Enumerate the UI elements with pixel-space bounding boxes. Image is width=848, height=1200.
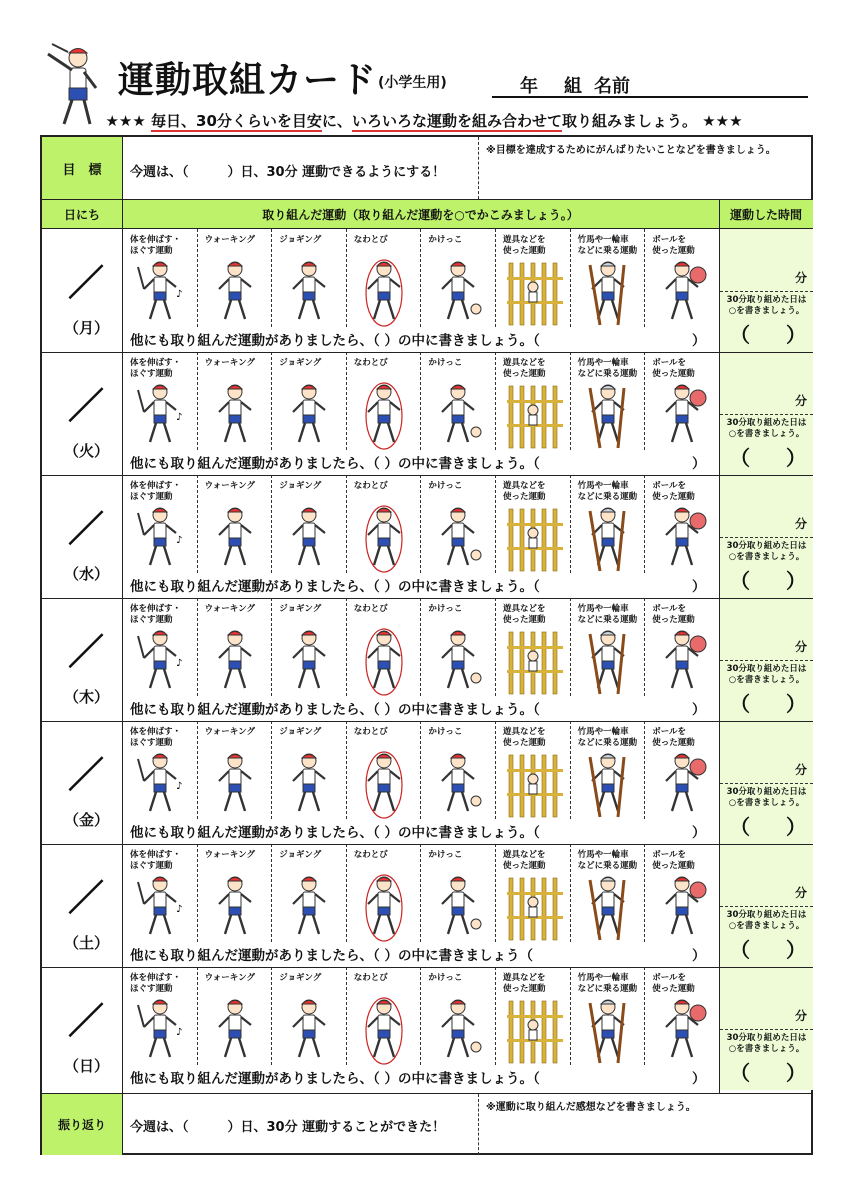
activity-label: ウォーキング [204,604,255,614]
achieved-30min-note: 30分取り組めた日は ○を書きましょう。 [726,295,807,316]
date-slash[interactable]: ／ [68,509,105,550]
stilts-figure [578,626,638,696]
running-figure [428,380,488,450]
activity-label: なわとび [353,727,388,737]
activity-label: ジョギング [279,481,322,491]
activity-option[interactable] [346,475,421,575]
activity-option[interactable] [570,598,645,698]
ball-figure [652,503,712,573]
other-activity-close: ） [692,1071,706,1087]
activity-option[interactable] [644,844,719,944]
class-label: 組 [564,76,582,97]
playground-figure [503,626,563,696]
goal-text: 今週は、（ ）日、30分 運動できるようにする！ [130,165,446,180]
activity-option[interactable] [197,352,272,452]
activity-label: ジョギング [279,604,322,614]
activity-label: ウォーキング [204,850,255,860]
activity-label: ボールを 使った運動 [652,481,695,502]
activity-label: ボールを 使った運動 [652,727,695,748]
activity-label: ボールを 使った運動 [652,850,695,871]
activity-option[interactable] [346,721,421,821]
paren-open: （ [730,446,750,470]
paren-open: （ [730,323,750,347]
jumprope-figure [354,626,414,696]
activity-option[interactable] [570,721,645,821]
stretch-figure [130,872,190,942]
instruction-end: 取り組みましょう。 [561,112,697,130]
activity-label: 遊具などを 使った運動 [503,481,546,502]
activity-option[interactable] [271,967,346,1067]
activity-label: かけっこ [428,235,463,245]
minutes-field[interactable] [720,229,813,291]
minute-unit: 分 [794,517,807,531]
achieved-30min-field[interactable] [720,291,813,352]
activity-label: 竹馬や一輪車 などに乗る運動 [577,358,638,379]
ball-figure [652,257,712,327]
activity-label: 遊具などを 使った運動 [503,235,546,256]
activity-option[interactable] [197,721,272,821]
activity-option[interactable] [495,352,570,452]
ball-figure [652,749,712,819]
activity-label: 体を伸ばす・ ほぐす運動 [130,235,182,256]
title-subtitle: (小学生用) [378,75,447,91]
day-of-week: （木） [64,688,110,706]
activity-label: ジョギング [279,235,322,245]
ball-figure [652,995,712,1065]
activity-label: 遊具などを 使った運動 [503,727,546,748]
activity-option[interactable] [570,844,645,944]
svg-text:♪: ♪ [176,658,183,669]
activity-option[interactable] [644,352,719,452]
activity-option[interactable] [495,598,570,698]
achieved-30min-field[interactable] [720,537,813,598]
activity-option[interactable] [420,475,495,575]
activity-option[interactable] [122,844,197,944]
activity-option[interactable] [197,475,272,575]
jumprope-figure [354,995,414,1065]
achieved-30min-note: 30分取り組めた日は ○を書きましょう。 [726,910,807,931]
activity-option[interactable] [122,352,197,452]
instruction-line [0,110,848,131]
running-figure [428,872,488,942]
activity-option[interactable] [197,967,272,1067]
activity-option[interactable] [197,844,272,944]
activity-label: ボールを 使った運動 [652,604,695,625]
walking-figure [205,995,265,1065]
activity-option[interactable] [197,229,272,329]
other-activity-prompt[interactable]: 他にも取り組んだ運動がありましたら、（ ）の中に書きましょう。（ [130,333,540,349]
activity-label: ウォーキング [204,481,255,491]
day-of-week: （水） [64,565,110,583]
activity-option[interactable] [644,721,719,821]
date-column-header: 日にち [42,200,122,228]
activity-option[interactable] [420,229,495,329]
reflection-text: 今週は、（ ）日、30分 運動することができた！ [130,1120,446,1135]
activity-option[interactable] [271,229,346,329]
stilts-figure [578,380,638,450]
day-of-week: （金） [64,811,110,829]
date-slash[interactable]: ／ [68,755,105,796]
other-activity-prompt[interactable]: 他にも取り組んだ運動がありましたら、（ ）の中に書きましょう。（ [130,579,540,595]
activity-label: 体を伸ばす・ ほぐす運動 [130,973,182,994]
other-activity-prompt[interactable]: 他にも取り組んだ運動がありましたら、（ ）の中に書きましょう（ [130,948,533,964]
activity-label: 遊具などを 使った運動 [503,358,546,379]
stilts-figure [578,995,638,1065]
svg-text:♪: ♪ [176,904,183,915]
walking-figure [205,749,265,819]
date-slash[interactable]: ／ [68,1001,105,1042]
activity-option[interactable] [495,844,570,944]
activity-label: かけっこ [428,481,463,491]
activity-option[interactable] [644,967,719,1067]
ball-figure [652,872,712,942]
paren-open: （ [730,815,750,839]
svg-text:♪: ♪ [176,535,183,546]
jogging-figure [279,626,339,696]
activity-label: 竹馬や一輪車 などに乗る運動 [577,973,638,994]
svg-text:♪: ♪ [176,289,183,300]
other-activity-prompt[interactable]: 他にも取り組んだ運動がありましたら、（ ）の中に書きましょう。（ [130,702,540,718]
activity-card-table [40,135,813,1155]
activity-label: なわとび [353,358,388,368]
activity-option[interactable] [197,598,272,698]
minutes-field[interactable] [720,352,813,414]
stilts-figure [578,872,638,942]
other-activity-close: ） [692,333,706,349]
activity-label: ボールを 使った運動 [652,973,695,994]
minutes-field[interactable] [720,598,813,660]
day-of-week: （月） [64,319,110,337]
minutes-field[interactable] [720,844,813,906]
activity-label: かけっこ [428,727,463,737]
activity-label: 竹馬や一輪車 などに乗る運動 [577,727,638,748]
paren-close: ） [786,938,806,962]
grade-label: 年 [520,76,538,97]
name-label: 名前 [594,76,630,97]
minute-unit: 分 [794,640,807,654]
walking-figure [205,380,265,450]
paren-close: ） [786,1061,806,1085]
activity-label: ジョギング [279,358,322,368]
minutes-field[interactable] [720,967,813,1029]
other-activity-prompt[interactable]: 他にも取り組んだ運動がありましたら、（ ）の中に書きましょう。（ [130,456,540,472]
day-of-week: （日） [64,1057,110,1075]
activity-option[interactable] [570,229,645,329]
achieved-30min-note: 30分取り組めた日は ○を書きましょう。 [726,1033,807,1054]
activity-option[interactable] [346,229,421,329]
svg-text:♪: ♪ [176,1027,183,1038]
reflection-label: 振り返り [42,1094,122,1155]
activity-option[interactable] [122,967,197,1067]
running-figure [428,626,488,696]
other-activity-prompt[interactable]: 他にも取り組んだ運動がありましたら、（ ）の中に書きましょう。（ [130,1071,540,1087]
jogging-figure [279,995,339,1065]
activity-option[interactable] [495,721,570,821]
activity-option[interactable] [346,844,421,944]
stars-left: ★★★ [105,112,146,130]
activity-option[interactable] [420,967,495,1067]
activity-option[interactable] [420,598,495,698]
activity-label: 竹馬や一輪車 などに乗る運動 [577,481,638,502]
activity-option[interactable] [271,598,346,698]
jumprope-figure [354,257,414,327]
activity-label: かけっこ [428,973,463,983]
playground-figure [503,872,563,942]
day-of-week: （火） [64,442,110,460]
activity-option[interactable] [346,352,421,452]
paren-open: （ [730,938,750,962]
walking-figure [205,872,265,942]
activity-option[interactable] [570,475,645,575]
instruction-underlined-2: いろいろな運動を組み合わせて [351,112,562,130]
playground-figure [503,995,563,1065]
paren-open: （ [730,1061,750,1085]
goal-label: 目 標 [42,137,122,199]
goal-note-cell[interactable] [478,137,813,199]
activity-label: 遊具などを 使った運動 [503,604,546,625]
walking-figure [205,503,265,573]
stretch-figure [130,503,190,573]
page-title: 運動取組カード [118,60,378,101]
minute-unit: 分 [794,1009,807,1023]
stilts-figure [578,749,638,819]
activity-label: ジョギング [279,850,322,860]
ball-figure [652,380,712,450]
day-of-week: （土） [64,934,110,952]
svg-text:♪: ♪ [176,781,183,792]
minutes-field[interactable] [720,721,813,783]
stilts-figure [578,503,638,573]
playground-figure [503,380,563,450]
activity-label: 竹馬や一輪車 などに乗る運動 [577,235,638,256]
achieved-30min-field[interactable] [720,906,813,967]
activity-option[interactable] [122,475,197,575]
activity-label: 竹馬や一輪車 などに乗る運動 [577,604,638,625]
paren-close: ） [786,569,806,593]
stretch-figure [130,749,190,819]
activity-option[interactable] [271,721,346,821]
activity-option[interactable] [644,229,719,329]
achieved-30min-field[interactable] [720,783,813,844]
other-activity-prompt[interactable]: 他にも取り組んだ運動がありましたら、（ ）の中に書きましょう。（ [130,825,540,841]
activity-label: 遊具などを 使った運動 [503,973,546,994]
time-column-header: 運動した時間 [719,200,813,228]
activity-label: なわとび [353,604,388,614]
jogging-figure [279,380,339,450]
activity-option[interactable] [495,475,570,575]
achieved-30min-field[interactable] [720,414,813,475]
goal-note: ※目標を達成するためにがんばりたいことなどを書きましょう。 [486,145,776,156]
jogging-figure [279,749,339,819]
activity-option[interactable] [420,352,495,452]
minute-unit: 分 [794,886,807,900]
achieved-30min-field[interactable] [720,660,813,721]
stretch-figure [130,626,190,696]
activity-option[interactable] [346,598,421,698]
date-slash[interactable]: ／ [68,632,105,673]
activity-label: なわとび [353,850,388,860]
jumprope-figure [354,872,414,942]
running-figure [428,749,488,819]
activity-label: なわとび [353,235,388,245]
other-activity-close: ） [692,579,706,595]
activity-option[interactable] [346,967,421,1067]
achieved-30min-note: 30分取り組めた日は ○を書きましょう。 [726,787,807,808]
running-figure [428,257,488,327]
walking-figure [205,626,265,696]
other-activity-close: ） [692,702,706,718]
paren-close: ） [786,323,806,347]
date-slash[interactable]: ／ [68,263,105,304]
other-activity-close: ） [692,456,706,472]
activity-label: 体を伸ばす・ ほぐす運動 [130,850,182,871]
activity-option[interactable] [495,967,570,1067]
activity-label: ジョギング [279,727,322,737]
stretch-figure [130,257,190,327]
activity-option[interactable] [570,352,645,452]
paren-open: （ [730,692,750,716]
minute-unit: 分 [794,394,807,408]
achieved-30min-note: 30分取り組めた日は ○を書きましょう。 [726,664,807,685]
activity-option[interactable] [122,598,197,698]
playground-figure [503,749,563,819]
activity-label: なわとび [353,973,388,983]
activity-label: ウォーキング [204,973,255,983]
activity-label: かけっこ [428,604,463,614]
jumprope-figure [354,749,414,819]
reflection-note-cell[interactable] [478,1094,813,1155]
activity-option[interactable] [644,475,719,575]
activity-label: ウォーキング [204,358,255,368]
jogging-figure [279,503,339,573]
name-field[interactable] [492,70,808,98]
stretch-figure [130,380,190,450]
activity-label: なわとび [353,481,388,491]
paren-close: ） [786,815,806,839]
minute-unit: 分 [794,763,807,777]
paren-open: （ [730,569,750,593]
activity-option[interactable] [271,475,346,575]
jogging-figure [279,257,339,327]
minutes-field[interactable] [720,475,813,537]
instruction-mid: に、 [321,112,352,130]
activity-option[interactable] [271,844,346,944]
activity-label: ボールを 使った運動 [652,235,695,256]
activity-label: ウォーキング [204,235,255,245]
date-slash[interactable]: ／ [68,386,105,427]
activity-option[interactable] [420,844,495,944]
other-activity-close: ） [692,948,706,964]
activity-label: 体を伸ばす・ ほぐす運動 [130,727,182,748]
activity-label: 遊具などを 使った運動 [503,850,546,871]
activity-option[interactable] [122,229,197,329]
achieved-30min-field[interactable] [720,1029,813,1090]
activity-option[interactable] [122,721,197,821]
playground-figure [503,257,563,327]
activity-option[interactable] [271,352,346,452]
activity-label: かけっこ [428,850,463,860]
reflection-note: ※運動に取り組んだ感想などを書きましょう。 [486,1102,696,1113]
svg-text:♪: ♪ [176,412,183,423]
stilts-figure [578,257,638,327]
jumprope-figure [354,380,414,450]
jogging-figure [279,872,339,942]
activity-option[interactable] [570,967,645,1067]
ball-figure [652,626,712,696]
activity-option[interactable] [644,598,719,698]
running-figure [428,503,488,573]
paren-close: ） [786,446,806,470]
achieved-30min-note: 30分取り組めた日は ○を書きましょう。 [726,418,807,439]
activity-option[interactable] [495,229,570,329]
achieved-30min-note: 30分取り組めた日は ○を書きましょう。 [726,541,807,562]
walking-figure [205,257,265,327]
activity-label: 竹馬や一輪車 などに乗る運動 [577,850,638,871]
running-figure [428,995,488,1065]
activity-label: 体を伸ばす・ ほぐす運動 [130,358,182,379]
goal-text-cell[interactable] [122,137,478,199]
activity-label: かけっこ [428,358,463,368]
jumprope-figure [354,503,414,573]
date-slash[interactable]: ／ [68,878,105,919]
instruction-underlined-1: 毎日、30分くらいを目安 [151,112,322,130]
activities-column-header: 取り組んだ運動（取り組んだ運動を○でかこみましょう。） [122,200,719,228]
activity-label: 体を伸ばす・ ほぐす運動 [130,481,182,502]
activity-option[interactable] [420,721,495,821]
activity-label: ジョギング [279,973,322,983]
activity-label: 体を伸ばす・ ほぐす運動 [130,604,182,625]
activity-label: ウォーキング [204,727,255,737]
playground-figure [503,503,563,573]
reflection-text-cell[interactable] [122,1094,478,1155]
minute-unit: 分 [794,271,807,285]
other-activity-close: ） [692,825,706,841]
stars-right: ★★★ [702,112,743,130]
activity-label: ボールを 使った運動 [652,358,695,379]
stretch-figure [130,995,190,1065]
paren-close: ） [786,692,806,716]
